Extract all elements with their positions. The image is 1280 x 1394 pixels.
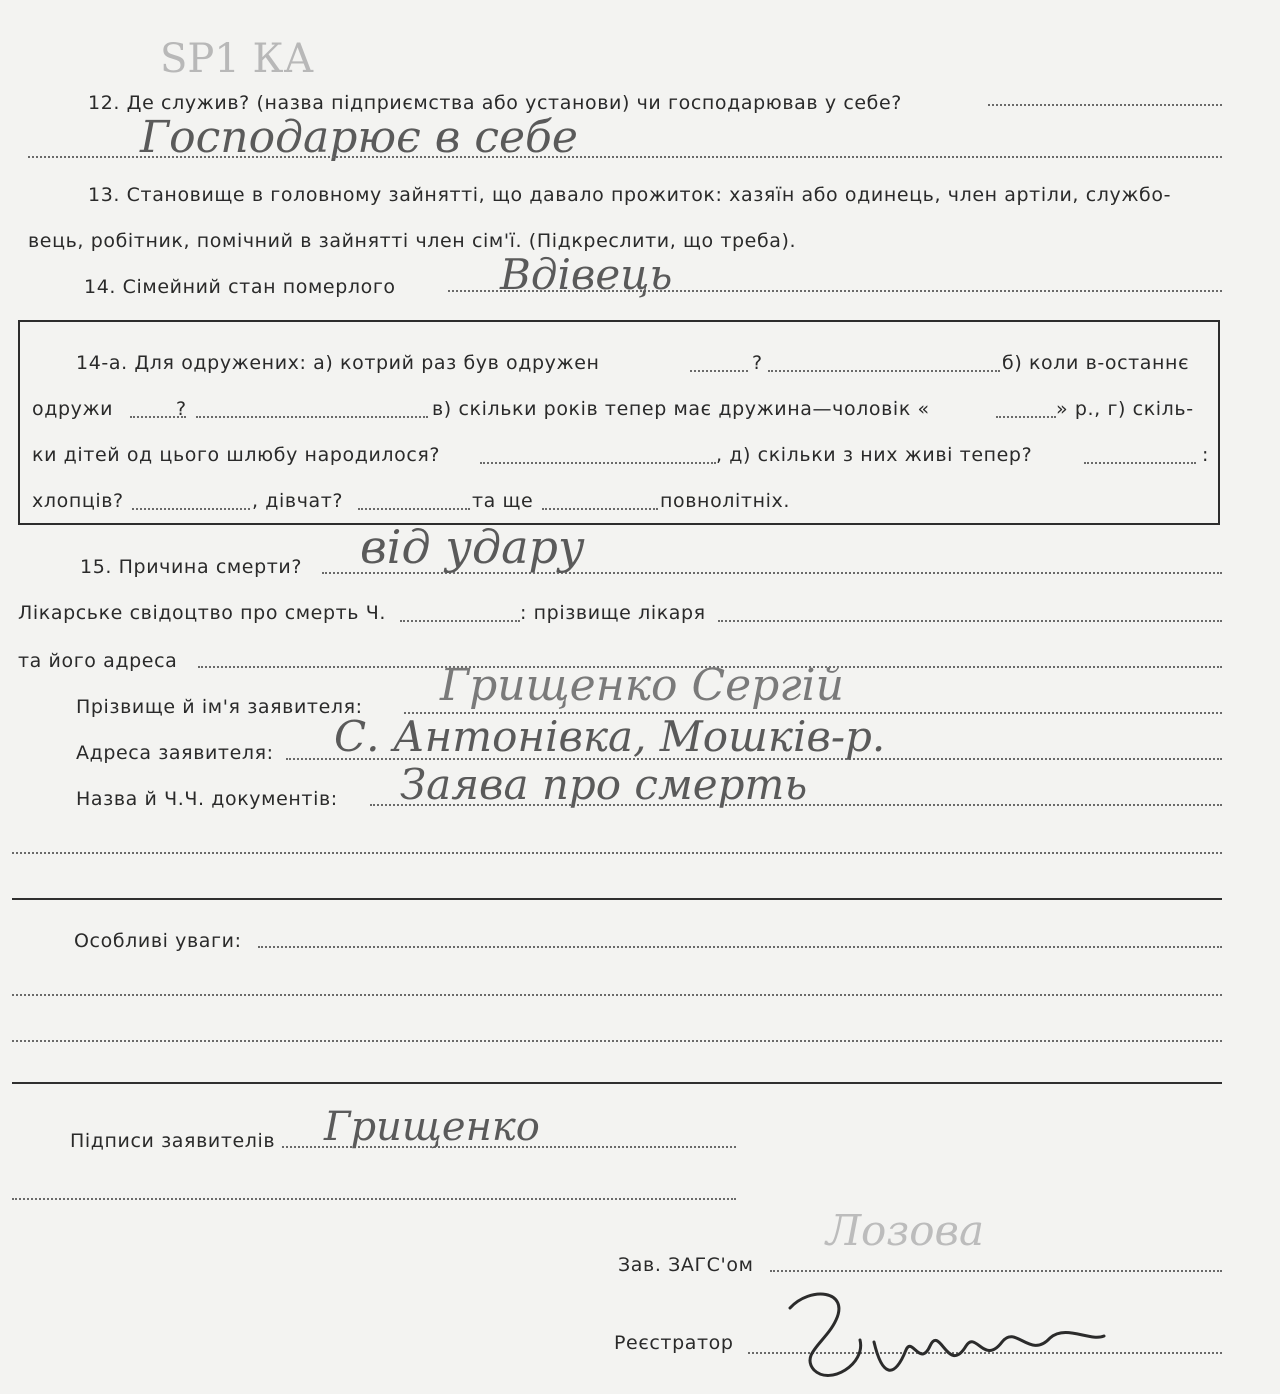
q14a-dots-4 (196, 416, 428, 418)
doctor-certificate-dots (400, 620, 520, 622)
q14a-dots-8 (132, 508, 250, 510)
q13-line1: 13. Становище в головному зайнятті, що давало прожиток: хазяїн або одинець, член артіли, службо- (88, 184, 1172, 206)
notes-dots-2 (12, 994, 1222, 996)
applicant-address-value: С. Антонівка, Мошків-р. (334, 712, 886, 761)
q14a-line3-b: , д) скільки з них живі тепер? (716, 444, 1033, 466)
applicant-docs-value: Заява про смерть (400, 760, 808, 809)
q12-answer: Господарює в себе (140, 112, 578, 163)
zags-label: Зав. ЗАГС'ом (618, 1254, 754, 1276)
applicants-signature-label: Підписи заявителів (70, 1130, 276, 1152)
q14a-line1-b: б) коли в-останнє (1002, 352, 1190, 374)
divider-2 (12, 1082, 1222, 1084)
registrar-signature (770, 1280, 1120, 1394)
doctor-name-label: : прізвище лікаря (520, 602, 706, 624)
notes-label: Особливі уваги: (74, 930, 242, 952)
q14a-line2-c: » р., г) скіль- (1056, 398, 1194, 420)
q15-answer: від удару (360, 520, 585, 574)
q12-answer-dots (28, 156, 1222, 158)
q14-label: 14. Сімейний стан померлого (84, 276, 396, 298)
q14a-line4-d: повнолітніх. (660, 490, 790, 512)
q12-dots (988, 104, 1222, 106)
q14a-dots-7 (1084, 462, 1196, 464)
q14a-qmark-2: ? (176, 398, 187, 420)
divider-1 (12, 898, 1222, 900)
applicant-name-value: Грищенко Сергій (440, 660, 844, 711)
notes-dots-1 (258, 946, 1222, 948)
doctor-address-label: та його адреса (18, 650, 178, 672)
doctor-certificate-label: Лікарське свідоцтво про смерть Ч. (18, 602, 386, 624)
q14a-line4-c: та ще (472, 490, 534, 512)
q15-label: 15. Причина смерти? (80, 556, 303, 578)
q14a-dots-6 (480, 462, 716, 464)
q14-answer: Вдівець (500, 250, 673, 299)
q14a-line1-a: 14-а. Для одружених: а) котрий раз був одружен (76, 352, 600, 374)
applicant-address-label: Адреса заявителя: (76, 742, 274, 764)
applicants-signature-dots-2 (12, 1198, 736, 1200)
q12-label: 12. Де служив? (назва підприємства або установи) чи господарював у себе? (88, 92, 902, 114)
married-details-box (18, 320, 1220, 525)
applicants-signature-value: Грищенко (324, 1104, 540, 1150)
applicant-name-label: Прізвище й ім'я заявителя: (76, 696, 363, 718)
q13-line2: вець, робітник, помічний в зайнятті член сім'ї. (Підкреслити, що треба). (28, 230, 797, 252)
applicant-docs-label: Назва й Ч.Ч. документів: (76, 788, 338, 810)
q14a-qmark-1: ? (752, 352, 763, 374)
q14a-dots-9 (358, 508, 470, 510)
registrar-label: Реєстратор (614, 1332, 734, 1354)
zags-signature: Лозова (826, 1206, 985, 1255)
margin-note: SP1 КА (160, 36, 314, 82)
q14a-dots-5 (996, 416, 1056, 418)
q14a-line2-b: в) скільки років тепер має дружина—чоловік « (432, 398, 930, 420)
q14a-line4-b: , дівчат? (252, 490, 344, 512)
q14a-line3-a: ки дітей од цього шлюбу народилося? (32, 444, 441, 466)
q14a-colon: : (1202, 444, 1210, 466)
notes-dots-3 (12, 1040, 1222, 1042)
zags-dots (770, 1270, 1222, 1272)
q14a-line4-a: хлопців? (32, 490, 124, 512)
doctor-name-dots (718, 620, 1222, 622)
q14a-dots-1 (690, 370, 748, 372)
q14a-line2-a: одружи (32, 398, 114, 420)
q14a-dots-10 (542, 508, 658, 510)
applicant-extra-dots (12, 852, 1222, 854)
q14a-dots-2 (768, 370, 1000, 372)
